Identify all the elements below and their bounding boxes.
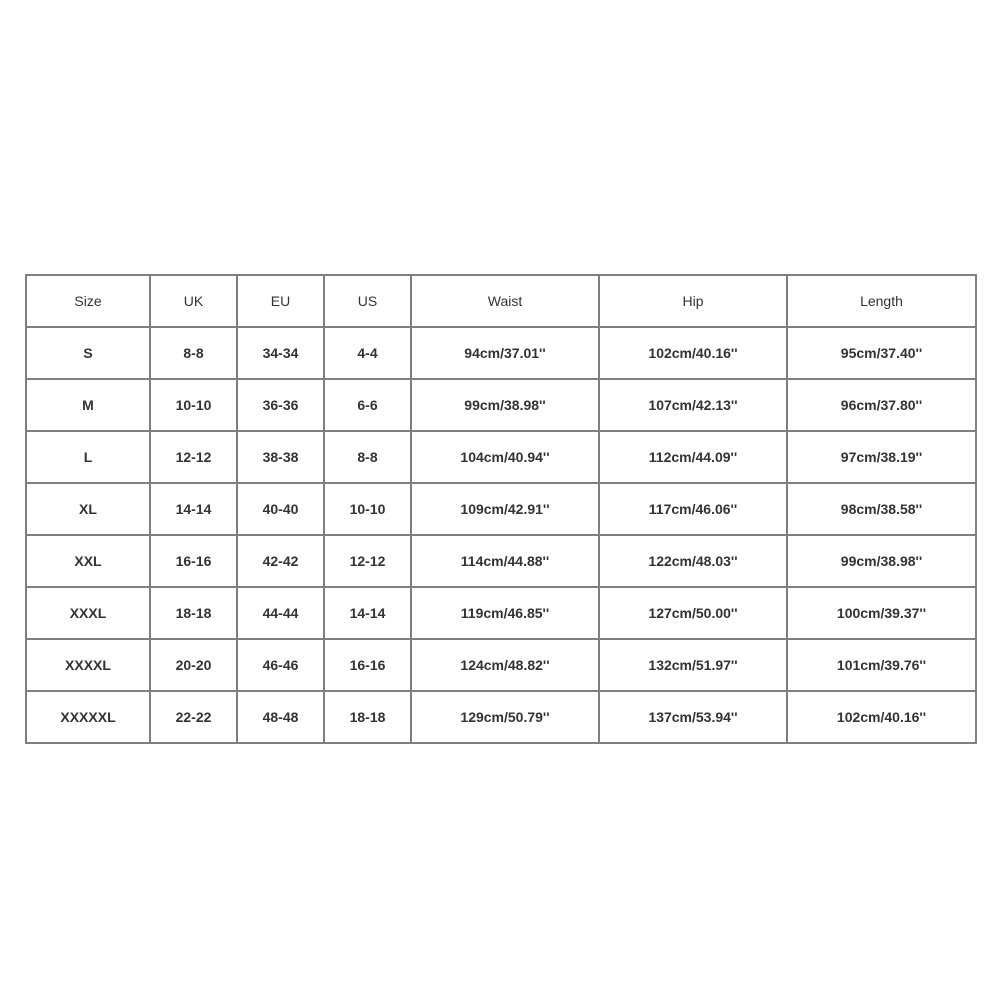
cell-length: 101cm/39.76'' xyxy=(787,639,976,691)
cell-hip: 112cm/44.09'' xyxy=(599,431,787,483)
cell-length: 96cm/37.80'' xyxy=(787,379,976,431)
cell-us: 10-10 xyxy=(324,483,411,535)
cell-eu: 48-48 xyxy=(237,691,324,743)
cell-length: 98cm/38.58'' xyxy=(787,483,976,535)
header-size: Size xyxy=(26,275,150,327)
cell-eu: 36-36 xyxy=(237,379,324,431)
cell-uk: 8-8 xyxy=(150,327,237,379)
cell-size: XL xyxy=(26,483,150,535)
cell-uk: 22-22 xyxy=(150,691,237,743)
header-length: Length xyxy=(787,275,976,327)
cell-hip: 137cm/53.94'' xyxy=(599,691,787,743)
cell-waist: 119cm/46.85'' xyxy=(411,587,599,639)
cell-us: 18-18 xyxy=(324,691,411,743)
table-row xyxy=(26,691,976,743)
cell-hip: 102cm/40.16'' xyxy=(599,327,787,379)
cell-waist: 104cm/40.94'' xyxy=(411,431,599,483)
cell-uk: 10-10 xyxy=(150,379,237,431)
cell-size: XXXXL xyxy=(26,639,150,691)
header-eu: EU xyxy=(237,275,324,327)
table-row xyxy=(26,379,976,431)
cell-length: 100cm/39.37'' xyxy=(787,587,976,639)
cell-waist: 114cm/44.88'' xyxy=(411,535,599,587)
cell-size: S xyxy=(26,327,150,379)
cell-length: 102cm/40.16'' xyxy=(787,691,976,743)
cell-waist: 124cm/48.82'' xyxy=(411,639,599,691)
cell-size: XXXXXL xyxy=(26,691,150,743)
table-row xyxy=(26,587,976,639)
cell-eu: 38-38 xyxy=(237,431,324,483)
cell-hip: 107cm/42.13'' xyxy=(599,379,787,431)
size-chart-table xyxy=(25,274,977,744)
cell-eu: 46-46 xyxy=(237,639,324,691)
cell-uk: 16-16 xyxy=(150,535,237,587)
cell-eu: 44-44 xyxy=(237,587,324,639)
cell-eu: 40-40 xyxy=(237,483,324,535)
cell-hip: 122cm/48.03'' xyxy=(599,535,787,587)
cell-waist: 94cm/37.01'' xyxy=(411,327,599,379)
cell-size: XXXL xyxy=(26,587,150,639)
cell-us: 4-4 xyxy=(324,327,411,379)
cell-length: 95cm/37.40'' xyxy=(787,327,976,379)
cell-us: 8-8 xyxy=(324,431,411,483)
cell-size: XXL xyxy=(26,535,150,587)
table-row xyxy=(26,639,976,691)
table-row xyxy=(26,483,976,535)
cell-length: 97cm/38.19'' xyxy=(787,431,976,483)
header-us: US xyxy=(324,275,411,327)
cell-us: 16-16 xyxy=(324,639,411,691)
header-waist: Waist xyxy=(411,275,599,327)
cell-hip: 127cm/50.00'' xyxy=(599,587,787,639)
cell-waist: 99cm/38.98'' xyxy=(411,379,599,431)
cell-us: 14-14 xyxy=(324,587,411,639)
cell-uk: 18-18 xyxy=(150,587,237,639)
cell-size: L xyxy=(26,431,150,483)
cell-uk: 20-20 xyxy=(150,639,237,691)
cell-hip: 132cm/51.97'' xyxy=(599,639,787,691)
cell-uk: 14-14 xyxy=(150,483,237,535)
header-row xyxy=(26,275,976,327)
cell-length: 99cm/38.98'' xyxy=(787,535,976,587)
cell-uk: 12-12 xyxy=(150,431,237,483)
cell-size: M xyxy=(26,379,150,431)
header-hip: Hip xyxy=(599,275,787,327)
cell-eu: 42-42 xyxy=(237,535,324,587)
table-row xyxy=(26,431,976,483)
cell-us: 12-12 xyxy=(324,535,411,587)
header-uk: UK xyxy=(150,275,237,327)
cell-waist: 129cm/50.79'' xyxy=(411,691,599,743)
cell-eu: 34-34 xyxy=(237,327,324,379)
cell-waist: 109cm/42.91'' xyxy=(411,483,599,535)
table-row xyxy=(26,535,976,587)
table-row xyxy=(26,327,976,379)
cell-us: 6-6 xyxy=(324,379,411,431)
cell-hip: 117cm/46.06'' xyxy=(599,483,787,535)
